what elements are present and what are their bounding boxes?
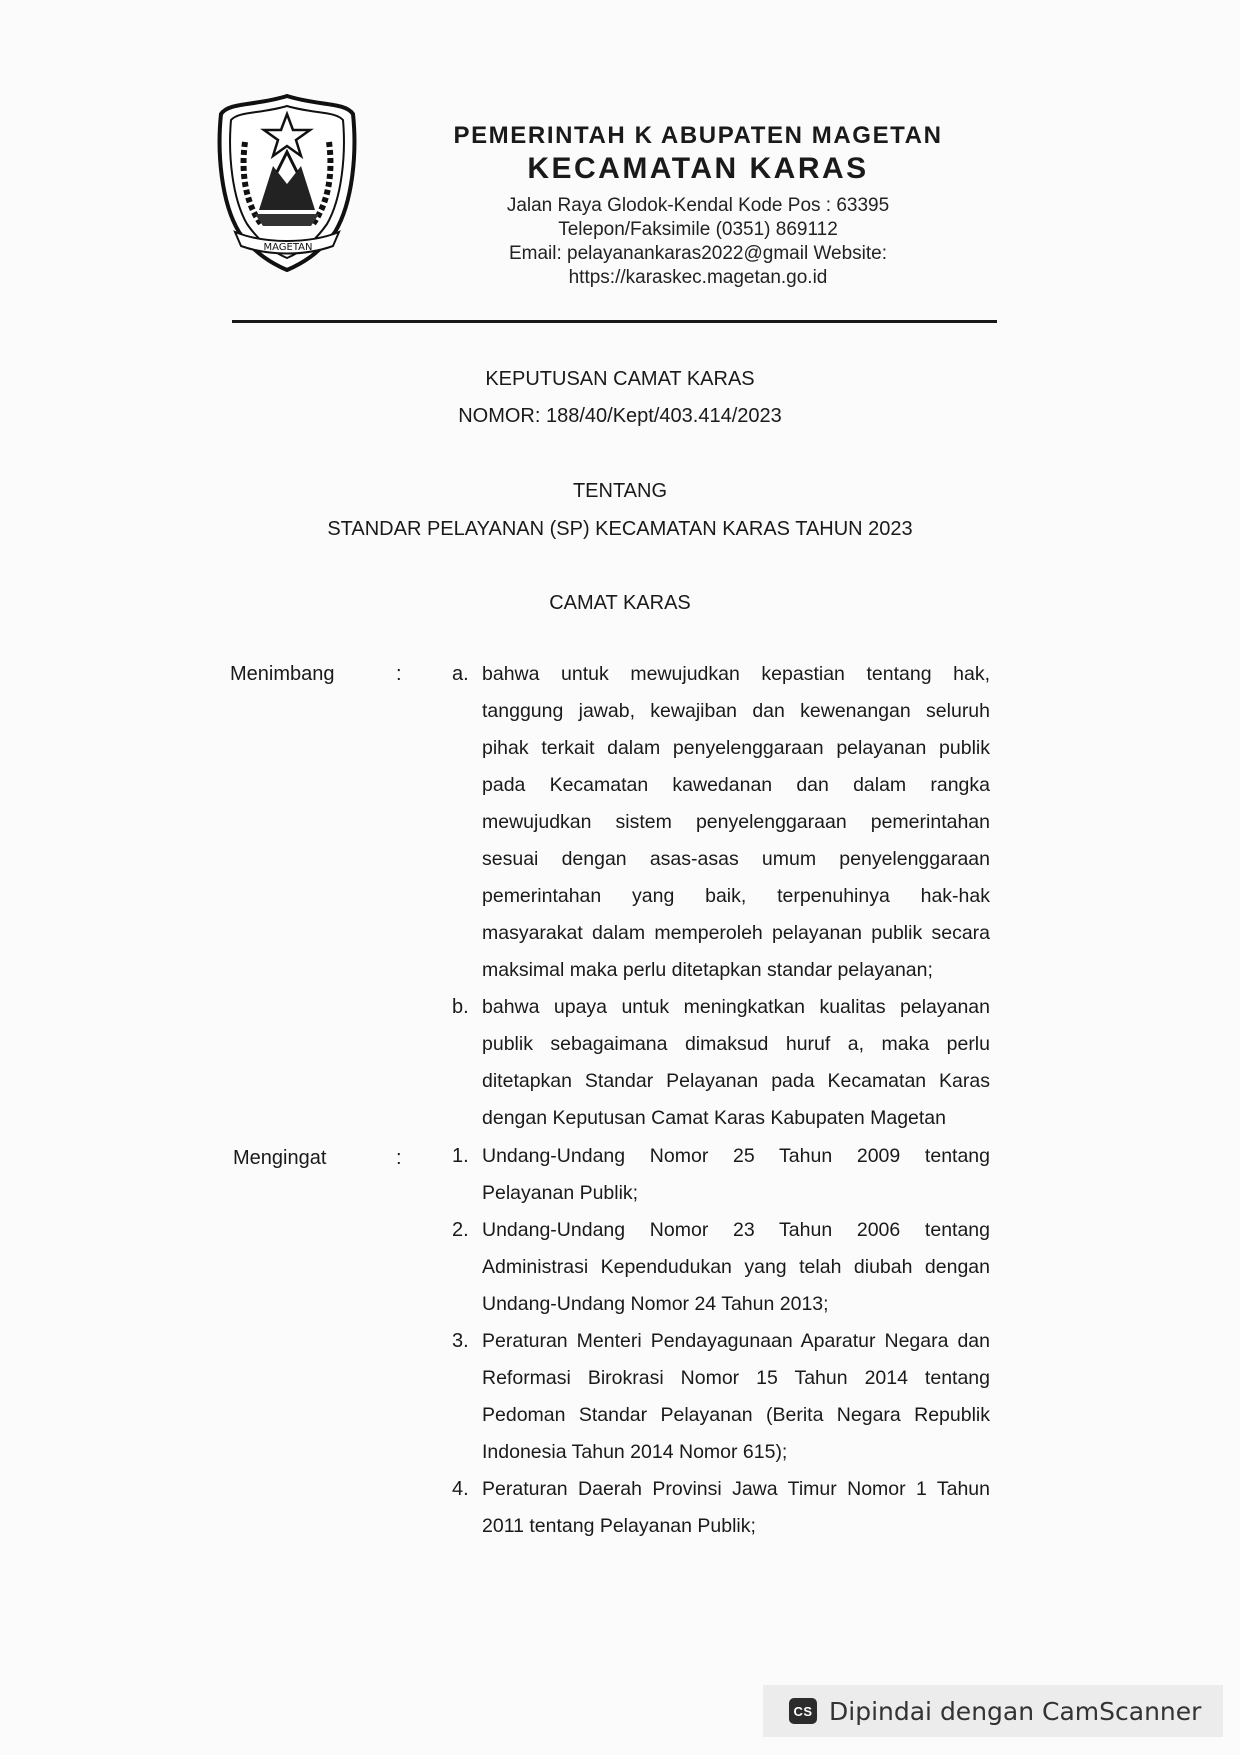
camscanner-watermark: [763, 1685, 1223, 1737]
item-marker: 4.: [452, 1478, 469, 1500]
item-marker: a.: [452, 663, 469, 685]
item-marker: 2.: [452, 1219, 469, 1241]
item-line: Undang-Undang Nomor 24 Tahun 2013;: [482, 1293, 829, 1315]
about-heading: TENTANG: [572, 480, 668, 502]
item-line: Pedoman Standar Pelayanan (Berita Negara Republik: [482, 1404, 990, 1426]
district-name: KECAMATAN KARAS: [527, 152, 869, 185]
item-line: bahwa untuk mewujudkan kepastian tentang hak,: [482, 663, 990, 685]
camscanner-text: Dipindai dengan CamScanner: [829, 1696, 1202, 1726]
item-line: masyarakat dalam memperoleh pelayanan publik secara: [482, 922, 990, 944]
item-line: pihak terkait dalam penyelenggaraan pelayanan publik: [482, 737, 990, 759]
issuer-heading: CAMAT KARAS: [549, 592, 691, 614]
item-line: Administrasi Kependudukan yang telah diubah dengan: [482, 1256, 990, 1278]
government-name: PEMERINTAH K ABUPATEN MAGETAN: [453, 122, 943, 149]
item-marker: 1.: [452, 1145, 469, 1167]
decision-subject: STANDAR PELAYANAN (SP) KECAMATAN KARAS TAHUN 2023: [327, 518, 913, 540]
item-line: Peraturan Daerah Provinsi Jawa Timur Nomor 1 Tahun: [482, 1478, 990, 1500]
logo-ribbon-text: MAGETAN: [263, 242, 313, 253]
item-line: pemerintahan yang baik, terpenuhinya hak-hak: [482, 885, 990, 907]
item-line: Indonesia Tahun 2014 Nomor 615);: [482, 1441, 788, 1463]
item-marker: b.: [452, 996, 469, 1018]
item-line: Undang-Undang Nomor 25 Tahun 2009 tentang: [482, 1145, 990, 1167]
item-line: mewujudkan sistem penyelenggaraan pemerintahan: [482, 811, 990, 833]
camscanner-icon: CS: [789, 1698, 817, 1724]
item-line: publik sebagaimana dimaksud huruf a, maka perlu: [482, 1033, 990, 1055]
logo-ribbon: [250, 238, 326, 254]
item-line: maksimal maka perlu ditetapkan standar pelayanan;: [482, 959, 933, 981]
letterhead-divider: [232, 320, 997, 323]
item-line: Peraturan Menteri Pendayagunaan Aparatur Negara dan: [482, 1330, 990, 1352]
decision-title: KEPUTUSAN CAMAT KARAS: [485, 368, 755, 390]
website-line: https://karaskec.magetan.go.id: [568, 267, 828, 288]
item-line: pada Kecamatan kawedanan dan dalam rangka: [482, 774, 990, 796]
mengingat-label: Mengingat: [233, 1147, 327, 1169]
item-line: Undang-Undang Nomor 23 Tahun 2006 tentang: [482, 1219, 990, 1241]
phone-line: Telepon/Faksimile (0351) 869112: [558, 219, 838, 240]
item-line: bahwa upaya untuk meningkatkan kualitas pelayanan: [482, 996, 990, 1018]
mengingat-colon: :: [396, 1147, 402, 1169]
item-line: Pelayanan Publik;: [482, 1182, 639, 1204]
item-line: ditetapkan Standar Pelayanan pada Kecamatan Karas: [482, 1070, 990, 1092]
item-line: Reformasi Birokrasi Nomor 15 Tahun 2014 tentang: [482, 1367, 990, 1389]
address-line: Jalan Raya Glodok-Kendal Kode Pos : 63395: [506, 195, 890, 216]
email-line: Email: pelayanankaras2022@gmail Website:: [508, 243, 888, 264]
item-marker: 3.: [452, 1330, 469, 1352]
item-line: sesuai dengan asas-asas umum penyelenggaraan: [482, 848, 990, 870]
menimbang-colon: :: [396, 663, 402, 685]
item-line: tanggung jawab, kewajiban dan kewenangan seluruh: [482, 700, 990, 722]
item-line: dengan Keputusan Camat Karas Kabupaten Magetan: [482, 1107, 947, 1129]
decision-number: NOMOR: 188/40/Kept/403.414/2023: [458, 405, 782, 427]
menimbang-label: Menimbang: [230, 663, 335, 685]
item-line: 2011 tentang Pelayanan Publik;: [482, 1515, 756, 1537]
